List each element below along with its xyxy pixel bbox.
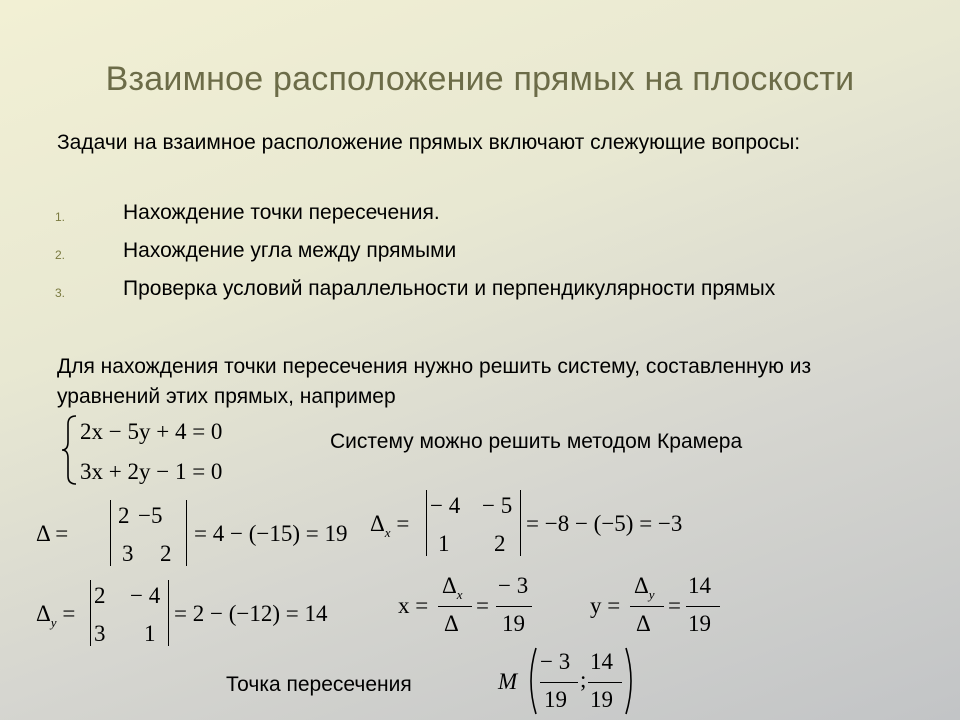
point-y-numerator: 14 bbox=[590, 649, 613, 674]
list-number: 1. bbox=[55, 210, 66, 224]
intersection-label: Точка пересечения bbox=[226, 673, 412, 696]
matrix-cell: 3 bbox=[122, 541, 134, 566]
matrix-bar-left bbox=[110, 500, 111, 566]
delta-result: = 4 − (−15) = 19 bbox=[194, 521, 348, 546]
list-number: 3. bbox=[55, 286, 66, 300]
list-item bbox=[55, 200, 915, 226]
fraction-line bbox=[630, 606, 664, 607]
fraction-line bbox=[496, 606, 532, 607]
x-numerator: $\Delta_x$ bbox=[442, 573, 463, 602]
delta-x-result: = −8 − (−5) = −3 bbox=[526, 511, 683, 536]
x-value-denominator: 19 bbox=[502, 611, 525, 636]
delta-determinant bbox=[36, 500, 366, 570]
equation-1: 2x − 5y + 4 = 0 bbox=[80, 419, 223, 444]
matrix-cell: 1 bbox=[144, 621, 156, 646]
matrix-bar-right bbox=[186, 500, 187, 566]
left-paren-icon bbox=[524, 646, 538, 716]
matrix-cell: − 4 bbox=[130, 583, 161, 608]
matrix-cell: 3 bbox=[94, 621, 106, 646]
x-value-numerator: − 3 bbox=[498, 573, 529, 598]
fraction-line bbox=[540, 682, 578, 683]
slide-title: Взаимное расположение прямых на плоскости bbox=[105, 60, 855, 98]
list-number: 2. bbox=[55, 248, 66, 262]
list-item-text: Нахождение точки пересечения. bbox=[123, 201, 440, 224]
questions-list bbox=[55, 200, 915, 314]
list-item-text: Нахождение угла между прямыми bbox=[123, 239, 457, 262]
matrix-cell: − 4 bbox=[430, 493, 461, 518]
x-formula bbox=[398, 570, 548, 640]
matrix-cell: − 5 bbox=[482, 493, 513, 518]
x-denominator: Δ bbox=[444, 611, 459, 636]
matrix-cell: 2 bbox=[94, 583, 106, 608]
intersection-point bbox=[498, 644, 648, 718]
y-value-denominator: 19 bbox=[688, 611, 711, 636]
fraction-line bbox=[438, 606, 472, 607]
y-formula bbox=[590, 570, 730, 640]
delta-x-label: $\Delta_x$ = bbox=[370, 511, 410, 540]
x-variable: x = bbox=[398, 593, 429, 618]
matrix-cell: −5 bbox=[138, 503, 163, 528]
list-item-text: Проверка условий параллельности и перпендикулярности прямых bbox=[123, 277, 776, 300]
delta-x-determinant bbox=[370, 490, 710, 560]
equals-sign: = bbox=[668, 593, 681, 618]
matrix-bar-left bbox=[90, 580, 91, 646]
left-brace-icon bbox=[60, 414, 80, 486]
equals-sign: = bbox=[476, 593, 489, 618]
matrix-cell: 2 bbox=[494, 531, 506, 556]
cramer-note: Систему можно решить методом Крамера bbox=[330, 430, 743, 453]
fraction-line bbox=[686, 606, 720, 607]
delta-y-determinant bbox=[36, 580, 366, 650]
matrix-bar-left bbox=[426, 490, 427, 556]
list-item bbox=[55, 238, 915, 264]
y-denominator: Δ bbox=[636, 611, 651, 636]
matrix-cell: 1 bbox=[438, 531, 450, 556]
equation-2: 3x + 2y − 1 = 0 bbox=[80, 459, 223, 484]
list-item bbox=[55, 276, 915, 302]
intro-text: Задачи на взаимное расположение прямых включают слежующие вопросы: bbox=[57, 131, 801, 154]
point-x-numerator: − 3 bbox=[540, 649, 571, 674]
matrix-bar-right bbox=[168, 580, 169, 646]
paragraph-text: Для нахождения точки пересечения нужно решить систему, составленную из уравнений этих прямых, например bbox=[57, 355, 812, 408]
y-variable: y = bbox=[590, 593, 621, 618]
matrix-cell: 2 bbox=[118, 503, 130, 528]
matrix-cell: 2 bbox=[160, 541, 172, 566]
point-name: M bbox=[498, 669, 518, 694]
point-separator: ; bbox=[580, 667, 587, 692]
delta-label: Δ = bbox=[36, 521, 69, 546]
right-paren-icon bbox=[624, 646, 638, 716]
delta-y-label: $\Delta_y$ = bbox=[36, 601, 76, 630]
delta-y-result: = 2 − (−12) = 14 bbox=[174, 601, 328, 626]
y-value-numerator: 14 bbox=[688, 573, 711, 598]
fraction-line bbox=[588, 682, 622, 683]
matrix-bar-right bbox=[520, 490, 521, 556]
point-x-denominator: 19 bbox=[544, 687, 567, 712]
point-y-denominator: 19 bbox=[590, 687, 613, 712]
y-numerator: $\Delta_y$ bbox=[634, 573, 655, 602]
